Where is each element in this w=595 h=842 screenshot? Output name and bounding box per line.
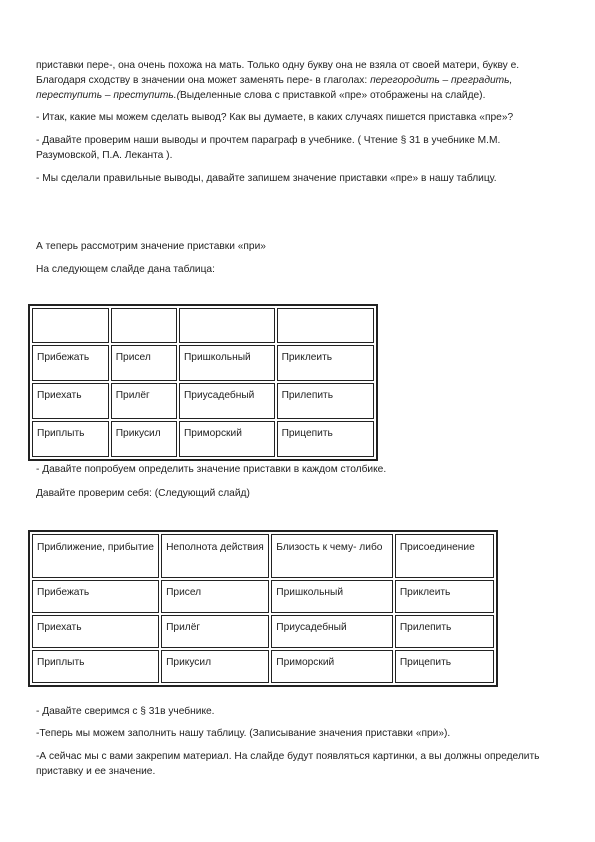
table-row <box>32 345 374 381</box>
meanings-table <box>28 530 498 687</box>
paragraph-determine-meaning: - Давайте попробуем определить значение приставки в каждом столбике. <box>36 464 387 475</box>
table-cell: Приусадебный <box>271 615 393 648</box>
table-row <box>32 580 494 613</box>
table-header-row <box>32 308 374 343</box>
table-cell: Приехать <box>32 383 109 419</box>
intro-line-3-italic: переступить – преступить.( <box>36 90 180 101</box>
paragraph-write-table: - Мы сделали правильные выводы, давайте запишем значение приставки «пре» в нашу таблицу. <box>36 173 497 184</box>
intro-line-1: приставки пере-, она очень похожа на мать. Только одну букву она не взяла от своей матери, букву е. <box>36 60 520 71</box>
table-cell: Приклеить <box>277 345 374 381</box>
table-cell: Пришкольный <box>271 580 393 613</box>
table-cell: Пришкольный <box>179 345 275 381</box>
table-cell: Приплыть <box>32 421 109 457</box>
table-cell: Приморский <box>271 650 393 683</box>
paragraph-fill-table: -Теперь мы можем заполнить нашу таблицу. (Записывание значения приставки «при»). <box>36 728 451 739</box>
table-header-cell <box>32 308 109 343</box>
intro-line-3: Выделенные слова с приставкой «пре» отображены на слайде). <box>180 90 486 101</box>
table-cell: Прицепить <box>277 421 374 457</box>
table-cell: Приклеить <box>395 580 494 613</box>
table-cell: Прибежать <box>32 580 159 613</box>
table-cell: Прицепить <box>395 650 494 683</box>
table-cell: Приусадебный <box>179 383 275 419</box>
table-cell: Приехать <box>32 615 159 648</box>
table-header-cell <box>111 308 177 343</box>
table-header-cell: Близость к чему- либо <box>271 534 393 578</box>
table-row <box>32 615 494 648</box>
paragraph-reinforce: -А сейчас мы с вами закрепим материал. На слайде будут появляться картинки, а вы должны определить приставку и ее значение. <box>36 751 540 777</box>
table-row <box>32 383 374 419</box>
paragraph-textbook-check: - Давайте проверим наши выводы и прочтем параграф в учебнике. ( Чтение § 31 в учебнике М.М. Разумовской, П.А. Леканта ). <box>36 135 501 161</box>
paragraph-check-yourself: Давайте проверим себя: (Следующий слайд) <box>36 488 250 499</box>
table-cell: Прилёг <box>111 383 177 419</box>
table-cell: Прикусил <box>161 650 269 683</box>
table-header-row <box>32 534 494 578</box>
intro-line-2: Благодаря сходству в значении она может заменять пере- в глаголах: <box>36 75 371 86</box>
table-cell: Присел <box>111 345 177 381</box>
paragraph-conclusion-question: - Итак, какие мы можем сделать вывод? Как вы думаете, в каких случаях пишется приставка «пре»? <box>36 112 514 123</box>
table-cell: Прилепить <box>395 615 494 648</box>
table-cell: Приморский <box>179 421 275 457</box>
paragraph-compare-textbook: - Давайте сверимся с § 31в учебнике. <box>36 706 215 717</box>
table-cell: Прилёг <box>161 615 269 648</box>
table-cell: Прибежать <box>32 345 109 381</box>
table-header-cell: Неполнота действия <box>161 534 269 578</box>
paragraph-next-slide: На следующем слайде дана таблица: <box>36 264 215 275</box>
paragraph-pri-meaning: А теперь рассмотрим значение приставки «при» <box>36 241 266 252</box>
intro-paragraph <box>36 58 561 103</box>
table-row <box>32 421 374 457</box>
table-cell: Прилепить <box>277 383 374 419</box>
table-row <box>32 650 494 683</box>
intro-line-2-italic: перегородить – преградить, <box>370 75 513 86</box>
table-cell: Присел <box>161 580 269 613</box>
table-cell: Прикусил <box>111 421 177 457</box>
table-header-cell <box>179 308 275 343</box>
table-header-cell <box>277 308 374 343</box>
words-table <box>28 304 378 461</box>
table-cell: Приплыть <box>32 650 159 683</box>
table-header-cell: Присоединение <box>395 534 494 578</box>
table-header-cell: Приближение, прибытие <box>32 534 159 578</box>
